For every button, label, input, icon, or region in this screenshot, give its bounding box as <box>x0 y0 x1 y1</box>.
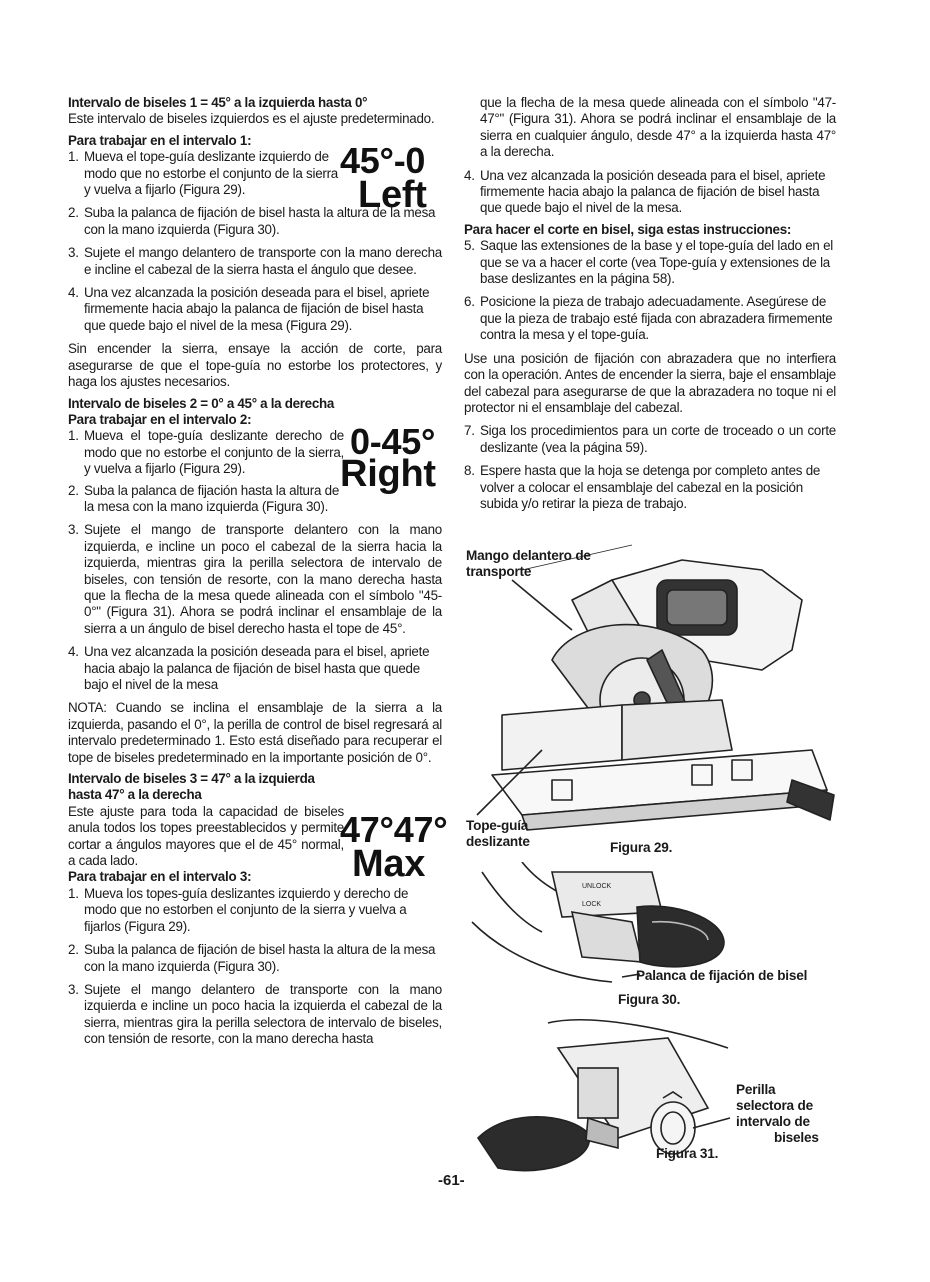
section-1-intro: Este intervalo de biseles izquierdos es el ajuste predeterminado. <box>68 111 435 127</box>
left-column <box>68 95 448 1048</box>
section-1-heading: Intervalo de biseles 1 = 45° a la izquierda hasta 0° <box>68 95 368 110</box>
list-item: 2. Suba la palanca de fijación hasta la altura de la mesa con la mano izquierda (Figura 30). <box>68 482 340 514</box>
figure-29-caption: Figura 29. <box>610 840 673 855</box>
miter-saw-drawing <box>462 540 842 840</box>
section-2-steps <box>68 412 442 766</box>
list-item: 1. Mueva los topes-guía deslizantes izquierdo y derecho de modo que no estorben el conjunto de la sierra y vuelva a fijarlos (Figura 29). <box>68 885 409 934</box>
clamp-paragraph: Use una posición de fijación con abrazadera que no interfiera con la operación. Antes de encender la sierra, baje el ensamblaje del cabezal para asegurarse de que la abrazadera no toque ni el protector ni el ensamblaje del cabezal. <box>464 350 836 415</box>
list-item: 7. Siga los procedimientos para un corte de troceado o un corte deslizante (vea la página 59). <box>464 423 836 455</box>
figure-30-caption: Figura 30. <box>618 992 681 1007</box>
svg-text:LOCK: LOCK <box>582 901 602 908</box>
range-1-graphic-direction: Left <box>358 173 427 216</box>
range-1-graphic-angle: 45°-0 <box>340 139 426 181</box>
list-item: 4. Una vez alcanzada la posición deseada para el bisel, apriete firmemente hacia abajo la palanca de fijación de bisel hasta que quede bajo el nivel de la mesa (Figura 29). <box>68 285 430 333</box>
list-item: 1. Mueva el tope-guía deslizante derecho de modo que no estorbe el conjunto de la sierra, y vuelva a fijarlo (Figura 29). <box>68 428 344 477</box>
list-item: 3. Sujete el mango de transporte delantero con la mano izquierda, e incline un poco el cabezal de la sierra hacia la izquierda, mientras gira la perilla selectora de intervalo de biseles, con tensión de resorte, con la mano derecha hasta que la flecha de la mesa quede alineada con el símbolo "45-0°" (Figura 31). Ahora se podrá inclinar el ensamblaje de la sierra a un ángulo de bisel derecho hasta el tope de 45°. <box>68 522 442 636</box>
list-item: 3. Sujete el mango delantero de transporte con la mano izquierda e incline un poco hacia la izquierda el cabezal de la sierra, mientras gira la perilla selectora de intervalo de biseles, con tensión de resorte, con la mano derecha hasta <box>68 981 442 1047</box>
section-2-note: NOTA: Cuando se inclina el ensamblaje de la sierra a la izquierda, pasando el 0°, la perilla de control de bisel regresará al intervalo predeterminado 1. Esto está diseñado para recuperar el tope de biseles predeterminado en la importante posición de 0°. <box>68 700 442 765</box>
section-2-heading: Intervalo de biseles 2 = 0° a 45° a la derecha <box>68 395 334 411</box>
list-item: 2. Suba la palanca de fijación de bisel hasta la altura de la mesa con la mano izquierda (Figura 30). <box>68 205 436 237</box>
section-1-paragraph: Sin encender la sierra, ensaye la acción de corte, para asegurarse de que el tope-guía no estorbe los protectores, y haga los ajustes necesarios. <box>68 341 442 390</box>
svg-text:UNLOCK: UNLOCK <box>582 883 612 890</box>
section-3-steps <box>68 803 448 1048</box>
list-item: 8. Espere hasta que la hoja se detenga por completo antes de volver a colocar el ensamblaje del cabezal en la posición subida y/o retirar la pieza de trabajo. <box>464 463 821 511</box>
section-3-subheading: Para trabajar en el intervalo 3: <box>68 869 252 885</box>
list-item: 1. Mueva el tope-guía deslizante izquierdo de modo que no estorbe el conjunto de la sierra y vuelva a fijarlo (Figura 29). <box>68 149 339 198</box>
section-1-steps <box>68 133 442 391</box>
section-3-heading: Intervalo de biseles 3 = 47° a la izquierda hasta 47° a la derecha <box>68 771 315 803</box>
list-item: 2. Suba la palanca de fijación de bisel hasta la altura de la mesa con la mano izquierda (Figura 30). <box>68 942 436 974</box>
list-item: 3. Sujete el mango delantero de transporte con la mano derecha e incline el cabezal de la sierra hasta el ángulo que desee. <box>68 245 442 277</box>
section-2-subheading: Para trabajar en el intervalo 2: <box>68 411 252 427</box>
range-2-graphic-direction: Right <box>340 452 436 495</box>
list-item: 4. Una vez alcanzada la posición deseada para el bisel, apriete hacia abajo la palanca de fijación de bisel hasta que quede bajo el nivel de la mesa <box>68 644 430 692</box>
bevel-cut-subheading: Para hacer el corte en bisel, siga estas instrucciones: <box>464 221 792 237</box>
section-1-subheading: Para trabajar en el intervalo 1: <box>68 132 252 148</box>
section-3-intro: Este ajuste para toda la capacidad de biseles anula todos los topes preestablecidos y permite cortar a ángulos mayores que el de 45° normal, a cada lado. <box>68 803 344 869</box>
range-3-graphic-direction: Max <box>352 842 426 885</box>
list-item: 4. Una vez alcanzada la posición deseada para el bisel, apriete firmemente hacia abajo la palanca de fijación de bisel hasta que quede bajo el nivel de la mesa. <box>464 167 826 216</box>
list-item: 6. Posicione la pieza de trabajo adecuadamente. Asegúrese de que la pieza de trabajo esté fijada con abrazadera firmemente contra la mesa y el tope-guía. <box>464 294 833 343</box>
right-column <box>464 95 836 512</box>
range-2-graphic-angle: 0-45° <box>350 420 436 462</box>
figure-31-caption: Figura 31. <box>656 1146 719 1161</box>
figure-29-label-handle: Mango delantero de transporte <box>466 548 591 579</box>
step-3-continuation: que la flecha de la mesa quede alineada con el símbolo "47-47°" (Figura 31). Ahora se podrá inclinar el ensamblaje de la sierra en cualquier ángulo, desde 47° a la izquierda hasta 47° a la derecha. <box>480 95 836 160</box>
page-number: -61- <box>438 1172 465 1189</box>
figure-30-label-lever: Palanca de fijación de bisel <box>636 968 808 983</box>
figure-29-saw-illustration <box>462 540 842 840</box>
range-3-graphic-angle: 47°47° <box>340 808 448 850</box>
figure-31-label-knob: Perilla selectora de intervalo de biseles <box>736 1082 819 1145</box>
list-item: 5. Saque las extensiones de la base y el tope-guía del lado en el que se va a hacer el corte (vea Tope-guía y extensiones de la base deslizantes en la página 58). <box>464 238 834 287</box>
figure-29-label-fence: Tope-guía deslizante <box>466 818 530 849</box>
